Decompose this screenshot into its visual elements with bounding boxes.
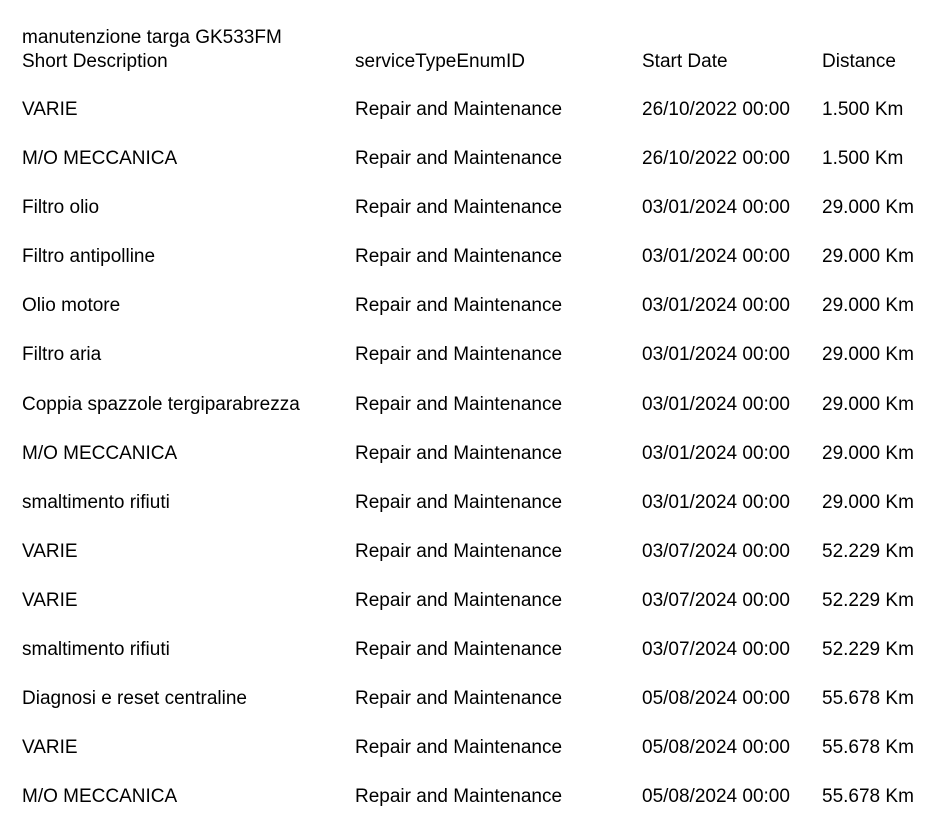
row-distance: 29.000 Km (822, 491, 914, 513)
table-header (22, 50, 932, 74)
row-description: Filtro olio (22, 197, 100, 219)
table-row (22, 638, 932, 662)
row-service-type: Repair and Maintenance (355, 589, 563, 611)
row-description: Olio motore (22, 295, 121, 317)
table-row (22, 736, 932, 760)
row-description: VARIE (22, 589, 78, 611)
row-start-date: 26/10/2022 00:00 (642, 99, 790, 120)
row-description: VARIE (22, 737, 78, 759)
table-row (22, 245, 932, 269)
table-row (22, 98, 932, 122)
row-distance: 52.229 Km (822, 589, 914, 611)
row-start-date: 03/01/2024 00:00 (642, 442, 790, 464)
row-distance: 52.229 Km (822, 639, 914, 661)
row-service-type: Repair and Maintenance (355, 148, 563, 170)
row-distance: 29.000 Km (822, 393, 914, 415)
column-header-short-description: Short Description (22, 51, 168, 72)
row-description: M/O MECCANICA (22, 148, 178, 170)
row-description: M/O MECCANICA (22, 786, 178, 808)
row-description: Filtro aria (22, 344, 102, 366)
row-start-date: 03/01/2024 00:00 (642, 295, 790, 317)
table-body (22, 98, 932, 809)
row-start-date: 03/01/2024 00:00 (642, 393, 790, 415)
row-distance: 55.678 Km (822, 688, 914, 710)
row-service-type: Repair and Maintenance (355, 786, 563, 808)
row-service-type: Repair and Maintenance (355, 737, 563, 759)
row-service-type: Repair and Maintenance (355, 393, 563, 415)
row-description: smaltimento rifiuti (22, 491, 170, 513)
row-distance: 1.500 Km (822, 148, 904, 170)
maintenance-report (22, 26, 932, 834)
row-start-date: 05/08/2024 00:00 (642, 786, 790, 808)
column-header-start-date: Start Date (642, 51, 728, 72)
row-distance: 52.229 Km (822, 540, 914, 562)
row-service-type: Repair and Maintenance (355, 99, 563, 120)
row-start-date: 03/01/2024 00:00 (642, 491, 790, 513)
row-start-date: 03/07/2024 00:00 (642, 639, 790, 661)
row-start-date: 03/01/2024 00:00 (642, 344, 790, 366)
row-service-type: Repair and Maintenance (355, 344, 563, 366)
row-description: Filtro antipolline (22, 246, 156, 268)
table-row (22, 294, 932, 318)
column-header-service-type: serviceTypeEnumID (355, 51, 526, 72)
report-title: manutenzione targa GK533FM (22, 27, 282, 48)
column-header-distance: Distance (822, 51, 896, 72)
row-distance: 29.000 Km (822, 295, 914, 317)
row-start-date: 03/07/2024 00:00 (642, 589, 790, 611)
row-start-date: 03/01/2024 00:00 (642, 246, 790, 268)
row-description: VARIE (22, 99, 78, 120)
row-start-date: 03/01/2024 00:00 (642, 197, 790, 219)
table-row (22, 196, 932, 220)
table-row (22, 393, 932, 417)
table-row (22, 687, 932, 711)
row-service-type: Repair and Maintenance (355, 197, 563, 219)
table-row (22, 540, 932, 564)
row-start-date: 26/10/2022 00:00 (642, 148, 790, 170)
row-distance: 1.500 Km (822, 99, 904, 120)
row-service-type: Repair and Maintenance (355, 540, 563, 562)
table-row (22, 442, 932, 466)
row-service-type: Repair and Maintenance (355, 639, 563, 661)
row-distance: 29.000 Km (822, 197, 914, 219)
row-start-date: 03/07/2024 00:00 (642, 540, 790, 562)
row-distance: 55.678 Km (822, 737, 914, 759)
table-row (22, 491, 932, 515)
row-description: Coppia spazzole tergiparabrezza (22, 393, 300, 415)
row-distance: 29.000 Km (822, 344, 914, 366)
row-distance: 29.000 Km (822, 246, 914, 268)
row-service-type: Repair and Maintenance (355, 491, 563, 513)
row-description: M/O MECCANICA (22, 442, 178, 464)
row-description: smaltimento rifiuti (22, 639, 170, 661)
table-row (22, 147, 932, 171)
row-start-date: 05/08/2024 00:00 (642, 737, 790, 759)
row-service-type: Repair and Maintenance (355, 246, 563, 268)
row-description: Diagnosi e reset centraline (22, 688, 247, 710)
row-service-type: Repair and Maintenance (355, 688, 563, 710)
table-row (22, 589, 932, 613)
table-row (22, 785, 932, 809)
row-start-date: 05/08/2024 00:00 (642, 688, 790, 710)
row-service-type: Repair and Maintenance (355, 295, 563, 317)
table-row (22, 343, 932, 367)
row-service-type: Repair and Maintenance (355, 442, 563, 464)
row-distance: 29.000 Km (822, 442, 914, 464)
row-distance: 55.678 Km (822, 786, 914, 808)
row-description: VARIE (22, 540, 78, 562)
